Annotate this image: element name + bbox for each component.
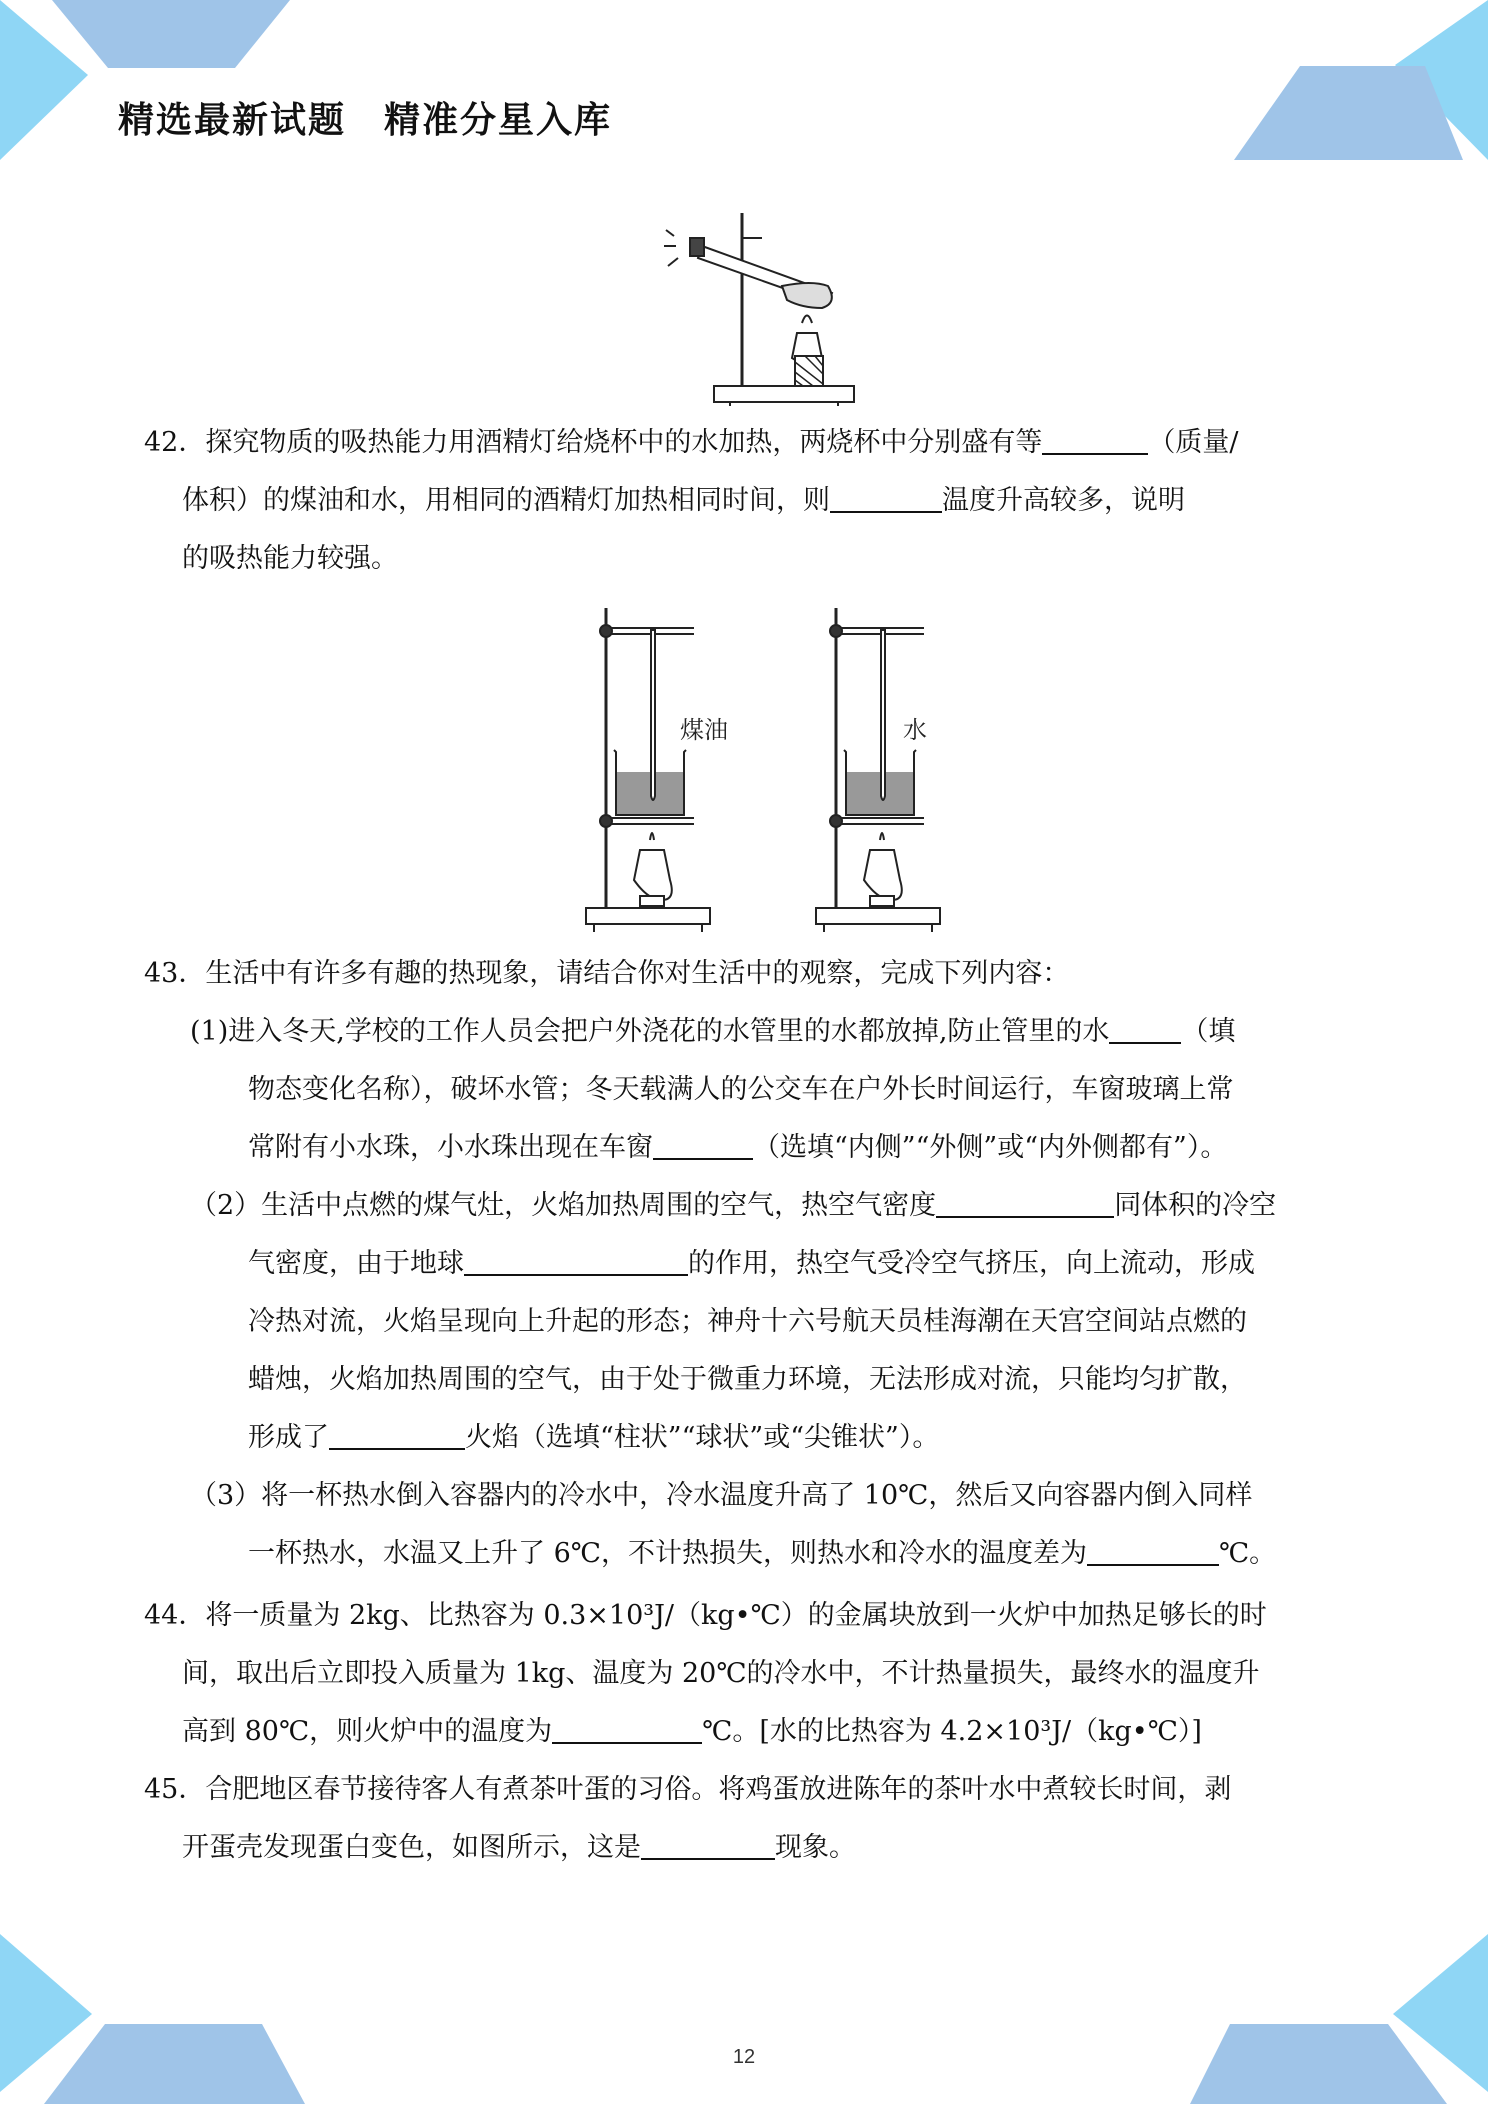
header-title: 精选最新试题 精准分星入库: [118, 100, 613, 141]
page-number: 12: [732, 2046, 756, 2068]
answer-blank[interactable]: [1087, 1534, 1219, 1566]
question-44: 44．将一质量为 2kg、比热容为 0.3×10³J/（kg•℃）的金属块放到一火炉中加热足够长的时 间，取出后立即投入质量为 1kg、温度为 20℃的冷水中，不计热量损失，最终水的温度升 高到 80℃，则火炉中的温度为 ℃。[水的比热容为 4.2×10³J/（kg•℃）]: [144, 1600, 1267, 1747]
answer-blank[interactable]: [1042, 423, 1148, 455]
question-number: 45．: [144, 1774, 206, 1805]
question-number: 42．: [144, 427, 206, 458]
question-number: 44．: [144, 1600, 206, 1631]
question-45: 45．合肥地区春节接待客人有煮茶叶蛋的习俗。将鸡蛋放进陈年的茶叶水中煮较长时间，剥 开蛋壳发现蛋白变色，如图所示，这是 现象。: [144, 1774, 1232, 1863]
header-decoration: [0, 0, 1488, 170]
answer-blank[interactable]: [936, 1186, 1114, 1218]
figure-kerosene-water-heating: [578, 600, 958, 940]
label-water: 水: [903, 716, 927, 744]
answer-blank[interactable]: [329, 1418, 465, 1450]
question-number: 43．: [144, 958, 206, 989]
answer-blank[interactable]: [653, 1128, 753, 1160]
answer-blank[interactable]: [830, 481, 942, 513]
answer-blank[interactable]: [641, 1828, 775, 1860]
question-43: 43．生活中有许多有趣的热现象，请结合你对生活中的观察，完成下列内容： (1)进入冬天,学校的工作人员会把户外浇花的水管里的水都放掉,防止管里的水 （填 物态变化名称），破坏水管；冬天载满人的公交车在户外长时间运行，车窗玻璃上常 常附有小水珠，小水珠出现在车窗 （选填“内侧”“外侧”或“内外侧都有”）。 （2）生活中点燃的煤气灶，火焰加热周围的空气，热空气密度 同体积的冷空 气密度，由于地球 的作用，热空气受冷空气挤压，向上流动，形成 冷热对流，火焰呈现向上升起的形态；神舟十六号航天员桂海潮在天宫空间站点燃的 蜡烛，火焰加热周围的空气，由于处于微重力环境，无法形成对流，只能均匀扩散， 形成了 火焰（选填“柱状”“球状”或“尖锥状”）。 （3）将一杯热水倒入容器内的冷水中，冷水温度升高了 10℃，然后又向容器内倒入同样 一杯热水，水温又上升了 6℃，不计热损失，则热水和冷水的温度差为 ℃。: [144, 958, 1277, 1569]
figure-test-tube-heating: [662, 208, 882, 408]
label-kerosene: 煤油: [680, 716, 728, 744]
footer-decoration: [0, 1934, 1488, 2104]
answer-blank[interactable]: [552, 1712, 702, 1744]
answer-blank[interactable]: [464, 1244, 688, 1276]
answer-blank[interactable]: [1109, 1012, 1181, 1044]
question-42: 42．探究物质的吸热能力用酒精灯给烧杯中的水加热，两烧杯中分别盛有等 （质量/ 体积）的煤油和水，用相同的酒精灯加热相同时间，则 温度升高较多，说明 的吸热能力较强。: [144, 414, 1238, 588]
